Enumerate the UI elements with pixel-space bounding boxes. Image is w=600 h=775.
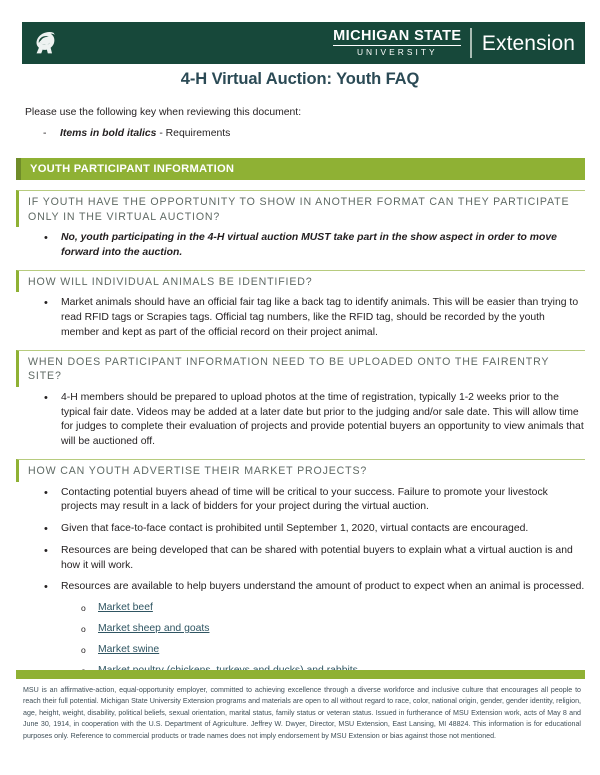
faq-block — [16, 270, 585, 341]
bullet-dot-icon: • — [44, 544, 48, 557]
legend-row — [25, 126, 580, 141]
answer-bullet — [16, 391, 585, 450]
bullet-dot-icon: • — [44, 486, 48, 499]
answer-bullet — [16, 580, 585, 679]
bullet-dot-icon: • — [44, 232, 48, 245]
faq-question: WHEN DOES PARTICIPANT INFORMATION NEED TO BE UPLOADED ONTO THE FAIRENTRY SITE? — [16, 350, 585, 387]
footer-divider — [16, 670, 585, 679]
bullet-circle-icon: o — [81, 644, 86, 655]
faq-question: IF YOUTH HAVE THE OPPORTUNITY TO SHOW IN ANOTHER FORMAT CAN THEY PARTICIPATE ONLY IN THE VIRTUAL AUCTION? — [16, 190, 585, 227]
footer-disclaimer: MSU is an affirmative-action, equal-opportunity employer, committed to achieving excellence through a diverse workforce and inclusive culture that encourages all people to reach their full potential. Michigan State University Extension programs and materials are open to all without regard to race, color, national origin, gender, gender identity, religion, age, height, weight, disability, political beliefs, sexual orientation, marital status, family status or veteran status. Issued in furtherance of MSU Extension work, acts of May 8 and June 30, 1914, in cooperation with the U.S. Department of Agriculture. Jeffrey W. Dwyer, Director, MSU Extension, East Lansing, MI 48824. This information is for educational purposes only. Reference to commercial products or trade names does not imply endorsement by MSU Extension or bias against those not mentioned. — [23, 686, 581, 740]
page-title: 4-H Virtual Auction: Youth FAQ — [180, 70, 420, 88]
faq-answer-body — [16, 292, 585, 340]
msu-wordmark — [333, 29, 470, 57]
legend-term: Items in bold italics — [60, 128, 157, 140]
bullet-circle-icon: o — [81, 602, 86, 613]
resource-link[interactable]: Market beef — [98, 602, 153, 614]
resource-link-list — [61, 601, 585, 679]
answer-bullet-list — [16, 231, 585, 261]
bullet-dot-icon: • — [44, 523, 48, 536]
answer-text: 4-H members should be prepared to upload photos at the time of registration, typically 1-2 weeks prior to the typical fair date. Videos may be added at a later date but prior to the judging and/or sale date. This will allow time for judges to complete their evaluation of projects and provide potential buyers an opportunity to view animals that will be auctioned off. — [61, 391, 584, 448]
answer-bullet — [16, 296, 585, 340]
faq-answer-body — [16, 387, 585, 450]
faq-block — [16, 190, 585, 261]
section-header-band — [16, 158, 585, 180]
answer-text: Contacting potential buyers ahead of time will be critical to your success. Failure to promote your livestock projects may result in a lack of bidders for your project during the virtual auction. — [61, 486, 548, 513]
answer-bullet — [16, 522, 585, 537]
msu-extension-lockup — [333, 26, 575, 60]
legend-dash: - — [43, 128, 47, 140]
intro-lead-text: Please use the following key when reviewing this document: — [25, 107, 302, 118]
msu-wordmark-line2: UNIVERSITY — [356, 46, 438, 57]
bullet-dot-icon: • — [44, 581, 48, 594]
answer-bullet-list — [16, 296, 585, 340]
faq-block — [16, 350, 585, 450]
resource-link-item — [61, 622, 585, 637]
faq-question: HOW CAN YOUTH ADVERTISE THEIR MARKET PROJECTS? — [16, 459, 585, 482]
legend-definition — [60, 126, 230, 141]
intro-section — [25, 105, 580, 141]
resource-link[interactable]: Market swine — [98, 644, 160, 656]
answer-bullet-list — [16, 486, 585, 679]
faq-list — [16, 190, 585, 688]
masthead-band — [22, 22, 585, 64]
answer-bullet — [16, 544, 585, 574]
answer-bullet-list — [16, 391, 585, 450]
legend-meaning: - Requirements — [156, 128, 231, 140]
bullet-dot-icon: • — [44, 297, 48, 310]
answer-text: Resources are being developed that can be shared with potential buyers to explain what a virtual auction is and how it will work. — [61, 544, 573, 571]
bullet-circle-icon: o — [81, 623, 86, 634]
resource-link-item — [61, 601, 585, 616]
resource-link[interactable]: Market sheep and goats — [98, 623, 210, 635]
answer-bullet — [16, 486, 585, 516]
resource-link-item — [61, 643, 585, 658]
section-header-label: YOUTH PARTICIPANT INFORMATION — [30, 163, 235, 175]
extension-wordmark: Extension — [481, 31, 575, 55]
answer-text: Market animals should have an official fair tag like a back tag to identify animals. This will be easier than trying to read RFID tags or Scrapies tags. Official tag numbers, like the RFID tag, should be recorded by the youth member and kept as part of the official record on their project animal. — [61, 297, 579, 338]
answer-bullet — [16, 231, 585, 261]
faq-block — [16, 459, 585, 679]
faq-question: HOW WILL INDIVIDUAL ANIMALS BE IDENTIFIED? — [16, 270, 585, 293]
answer-text: Resources are available to help buyers understand the amount of product to expect when an animal is processed. — [61, 581, 585, 593]
faq-answer-body — [16, 227, 585, 261]
msu-wordmark-line1: MICHIGAN STATE — [333, 27, 462, 44]
bullet-dot-icon: • — [44, 391, 48, 404]
faq-answer-body — [16, 482, 585, 679]
answer-text: Given that face-to-face contact is prohibited until September 1, 2020, virtual contacts are encouraged. — [61, 523, 529, 535]
spartan-helmet-icon — [28, 26, 62, 60]
answer-text: No, youth participating in the 4-H virtual auction MUST take part in the show aspect in order to move forward into the auction. — [61, 232, 557, 258]
